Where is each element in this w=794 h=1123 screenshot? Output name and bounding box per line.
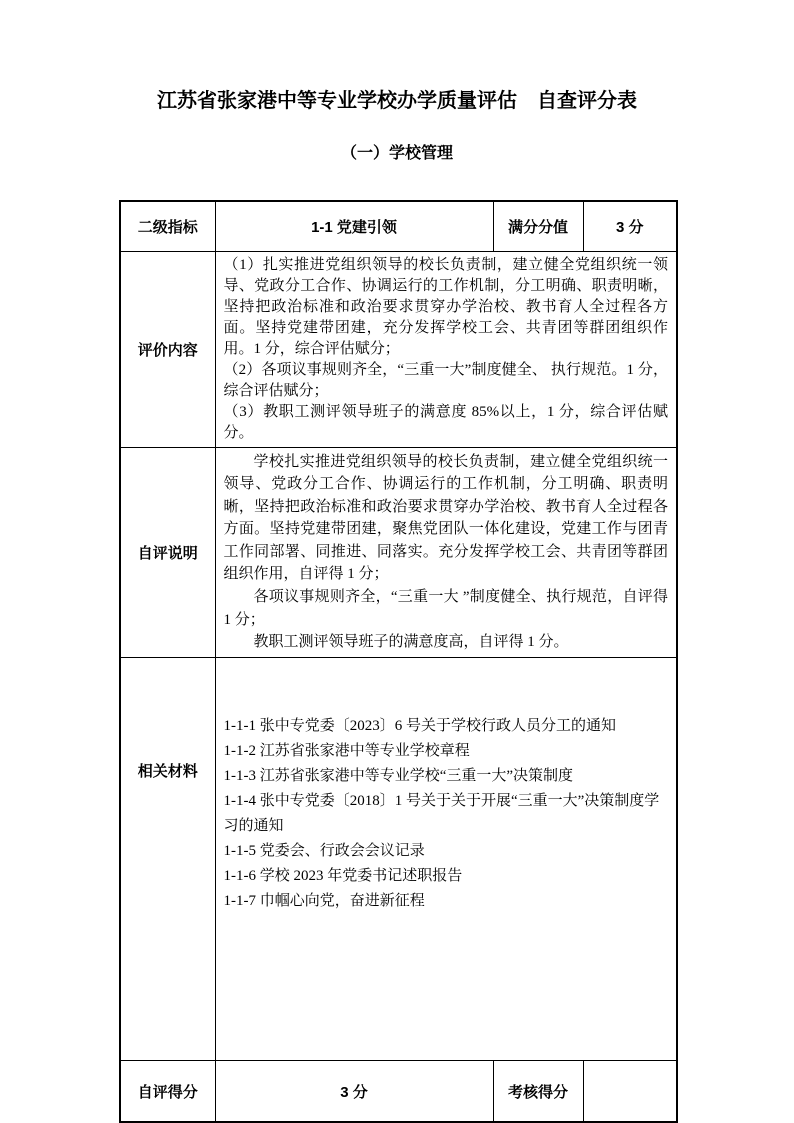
evaluation-content-row [120,251,677,447]
material-item: 1-1-6 学校 2023 年党委书记述职报告 [223,867,463,884]
self-evaluation-paragraph: 各项议事规则齐全，“三重一大 ”制度健全、执行规范，自评得 1 分； [223,589,668,628]
material-item: 1-1-5 党委会、行政会会议记录 [223,842,425,859]
related-materials-label: 相关材料 [120,657,215,1060]
table-header-row [120,201,677,251]
material-item: 1-1-1 张中专党委〔2023〕6 号关于学校行政人员分工的通知 [223,717,616,734]
evaluation-content-text [215,251,677,447]
full-score-value: 3 分 [583,201,677,251]
full-score-label: 满分分值 [493,201,583,251]
section-title: （一）学校管理 [340,145,453,162]
self-evaluation-paragraph: 学校扎实推进党组织领导的校长负责制，建立健全党组织统一领导、党政分工合作、协调运行的工作机制，分工明确、职责明晰，坚持把政治标准和政治要求贯穿办学治校、教书育人全过程各方面。坚持党建带团建，聚焦党团队一体化建设，党建工作与团青工作同部署、同推进、同落实。充分发挥学校工会、共青团等群团组织作用，自评得 1 分； [223,453,668,583]
assessment-score-label: 考核得分 [493,1060,583,1122]
material-item: 1-1-4 张中专党委〔2018〕1 号关于关于开展“三重一大”决策制度学习的通知 [223,792,660,834]
indicator-name: 1-1 党建引领 [215,201,493,251]
score-table [119,200,678,1123]
self-score-label: 自评得分 [120,1060,215,1122]
secondary-indicator-label: 二级指标 [120,201,215,251]
material-item: 1-1-2 江苏省张家港中等专业学校章程 [223,742,470,759]
self-evaluation-paragraph: 教职工测评领导班子的满意度高，自评得 1 分。 [253,634,569,651]
self-score-value: 3 分 [215,1060,493,1122]
assessment-score-value [583,1060,677,1122]
self-evaluation-label: 自评说明 [120,447,215,657]
evaluation-paragraph: （1）扎实推进党组织领导的校长负责制，建立健全党组织统一领导、党政分工合作、协调运行的工作机制，分工明确、职责明晰，坚持把政治标准和政治要求贯穿办学治校、教书育人全过程各方面。坚持党建带团建，充分发挥学校工会、共青团等群团组织作用。1 分，综合评估赋分； [223,256,668,357]
evaluation-paragraph: （3）教职工测评领导班子的满意度 85%以上，1 分，综合评估赋分。 [223,403,668,441]
related-materials-row [120,657,677,1060]
related-materials-list [215,657,677,1060]
self-evaluation-row [120,447,677,657]
document-title: 江苏省张家港中等专业学校办学质量评估 自查评分表 [157,90,637,112]
material-item: 1-1-7 巾帼心向党，奋进新征程 [223,892,425,909]
material-item: 1-1-3 江苏省张家港中等专业学校“三重一大”决策制度 [223,767,574,784]
evaluation-paragraph: （2）各项议事规则齐全，“三重一大”制度健全、 执行规范。1 分，综合评估赋分； [223,361,668,399]
evaluation-content-label: 评价内容 [120,251,215,447]
score-footer-row [120,1060,677,1122]
self-evaluation-text [215,447,677,657]
